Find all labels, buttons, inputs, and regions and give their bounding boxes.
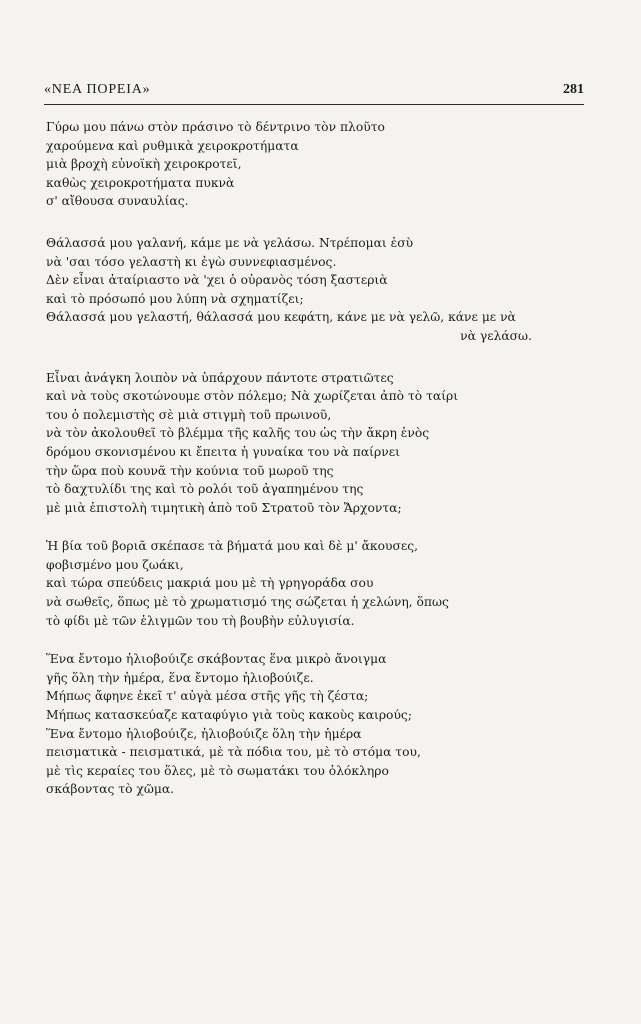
poem-line: Μήπως ἄφηνε ἐκεῖ τ' αὐγὰ μέσα στῆς γῆς τὴ ζέστα; [46, 689, 369, 704]
poem-line: πεισματικὰ - πεισματικά, μὲ τὰ πόδια του, μὲ τὸ στόμα του, [46, 745, 421, 760]
poem-line-continuation: νὰ γελάσω. [460, 328, 532, 343]
stanza-2 [46, 234, 588, 346]
poem-line: καὶ τώρα σπεύδεις μακριά μου μὲ τὴ γρηγοράδα σου [46, 576, 374, 591]
poem-line: γῆς ὅλη τὴν ἡμέρα, ἕνα ἔντομο ἡλιοβούιζε. [46, 670, 314, 685]
poem-line: Θάλασσά μου γαλανή, κάμε με νὰ γελάσω. Ντρέπομαι ἐσὺ [46, 235, 414, 250]
poem-line: τὸ δαχτυλίδι της καὶ τὸ ρολόι τοῦ ἀγαπημένου της [46, 482, 364, 497]
poem-line: Εἶναι ἀνάγκη λοιπὸν νὰ ὑπάρχουν πάντοτε στρατιῶτες [46, 370, 394, 385]
page-number: 281 [563, 82, 584, 97]
poem-line: καὶ νὰ τοὺς σκοτώνουμε στὸν πόλεμο; Νὰ χωρίζεται ἀπὸ τὸ ταίρι [46, 389, 459, 404]
stanza-4 [46, 537, 588, 630]
poem-line: μὲ μιὰ ἐπιστολὴ τιμητικὴ ἀπὸ τοῦ Στρατοῦ τὸν Ἄρχοντα; [46, 500, 402, 515]
stanza-5 [46, 650, 588, 799]
poem-line: Θάλασσά μου γελαστή, θάλασσά μου κεφάτη, κάνε με νὰ γελῶ, κάνε με νὰ [46, 310, 516, 325]
poem-line: νὰ σωθεῖς, ὅπως μὲ τὸ χρωματισμό της σώζεται ἡ χελώνη, ὅπως [46, 595, 449, 610]
poem-line: φοβισμένο μου ζωάκι, [46, 557, 184, 572]
poem-line: Ἡ βία τοῦ βοριᾶ σκέπασε τὰ βήματά μου καὶ δὲ μ' ἄκουσες, [46, 539, 419, 554]
poem-line: χαρούμενα καὶ ρυθμικὰ χειροκροτήματα [46, 138, 299, 153]
poem-line: Δὲν εἶναι ἀταίριαστο νὰ 'χει ὁ οὐρανὸς τόση ξαστεριὰ [46, 273, 388, 288]
poem-line: τὴν ὥρα ποὺ κουνᾶ τὴν κούνια τοῦ μωροῦ της [46, 463, 334, 478]
journal-title: «ΝΕΑ ΠΟΡΕΙΑ» [44, 82, 151, 97]
running-head [44, 82, 584, 105]
poem-line: νὰ τὸν ἀκολουθεῖ τὸ βλέμμα τῆς καλῆς του ὡς τὴν ἄκρη ἑνὸς [46, 426, 430, 441]
poem-line: τὸ φίδι μὲ τῶν ἑλιγμῶν του τὴ βουβὴν εὐλυγισία. [46, 613, 355, 628]
poem-line: σκάβοντας τὸ χῶμα. [46, 782, 175, 797]
poem-line: Γύρω μου πάνω στὸν πράσινο τὸ δέντρινο τὸν πλοῦτο [46, 120, 385, 134]
poem-line: νὰ 'σαι τόσο γελαστὴ κι ἐγὼ συννεφιασμένος. [46, 254, 337, 269]
stanza-3 [46, 369, 588, 518]
poem-line: του ὁ πολεμιστὴς σὲ μιὰ στιγμὴ τοῦ πρωινοῦ, [46, 407, 332, 422]
poem-line: Ἕνα ἔντομο ἡλιοβούιζε, ἡλιοβούιζε ὅλη τὴν ἡμέρα [46, 726, 362, 741]
poem-line: μιὰ βροχὴ εὐνοϊκὴ χειροκροτεῖ, [46, 157, 242, 172]
stanza-1 [46, 118, 588, 211]
poem-line: δρόμου σκονισμένου κι ἔπειτα ἡ γυναίκα του νὰ παίρνει [46, 444, 400, 459]
poem-line: Ἕνα ἔντομο ἡλιοβούιζε σκάβοντας ἕνα μικρὸ ἄνοιγμα [46, 652, 387, 667]
poem-line: καθὼς χειροκροτήματα πυκνὰ [46, 175, 235, 190]
poem-body [46, 118, 588, 799]
poem-line: Μήπως κατασκεύαζε καταφύγιο γιὰ τοὺς κακοὺς καιρούς; [46, 708, 412, 723]
poem-line: καὶ τὸ πρόσωπό μου λύπη νὰ σχηματίζει; [46, 291, 304, 306]
poem-line: σ' αἴθουσα συναυλίας. [46, 194, 189, 209]
poem-line: μὲ τὶς κεραίες του ὅλες, μὲ τὸ σωματάκι του ὁλόκληρο [46, 763, 389, 778]
